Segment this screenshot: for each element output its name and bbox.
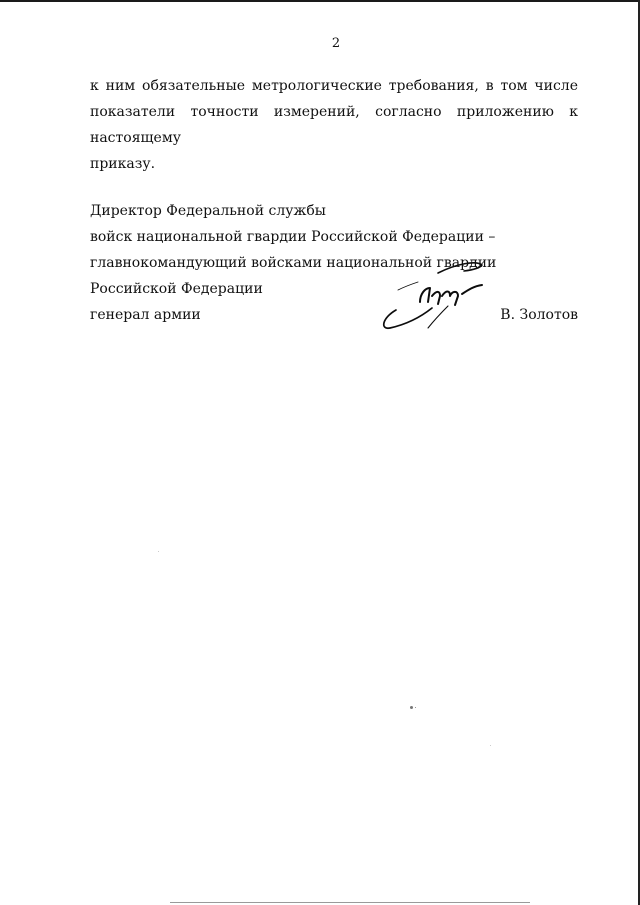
page-number: 2	[331, 36, 341, 51]
signatory-title-line-1: Директор Федеральной службы	[90, 203, 326, 219]
scan-speck	[410, 706, 413, 709]
scan-speck	[415, 707, 416, 708]
body-paragraph	[90, 73, 578, 177]
scan-speck	[490, 745, 491, 746]
signatory-title-line-3: главнокомандующий войсками национальной гвардии	[90, 255, 497, 271]
signature-upper-flourish	[438, 263, 482, 273]
signatory-title-line-4: Российской Федерации	[90, 281, 263, 297]
signature-block	[90, 198, 578, 328]
body-line-1: к ним обязательные метрологические требования, в том числе	[90, 78, 578, 94]
page-bottom-edge	[170, 902, 530, 903]
signature-thin-stroke	[398, 282, 418, 290]
body-line-3: приказу.	[90, 156, 156, 172]
signatory-rank: генерал армии	[90, 307, 201, 323]
signature-lower-loop	[384, 308, 432, 328]
signatory-name: В. Золотов	[500, 307, 578, 323]
signatory-rank-row	[90, 302, 578, 328]
signatory-title-line-2: войск национальной гвардии Российской Федерации –	[90, 229, 496, 245]
signature-letter-strokes	[420, 285, 482, 305]
handwritten-signature	[376, 256, 501, 338]
scan-speck	[158, 551, 159, 552]
body-line-2: показатели точности измерений, согласно приложению к настоящему	[90, 104, 578, 146]
page-top-edge	[0, 0, 640, 2]
